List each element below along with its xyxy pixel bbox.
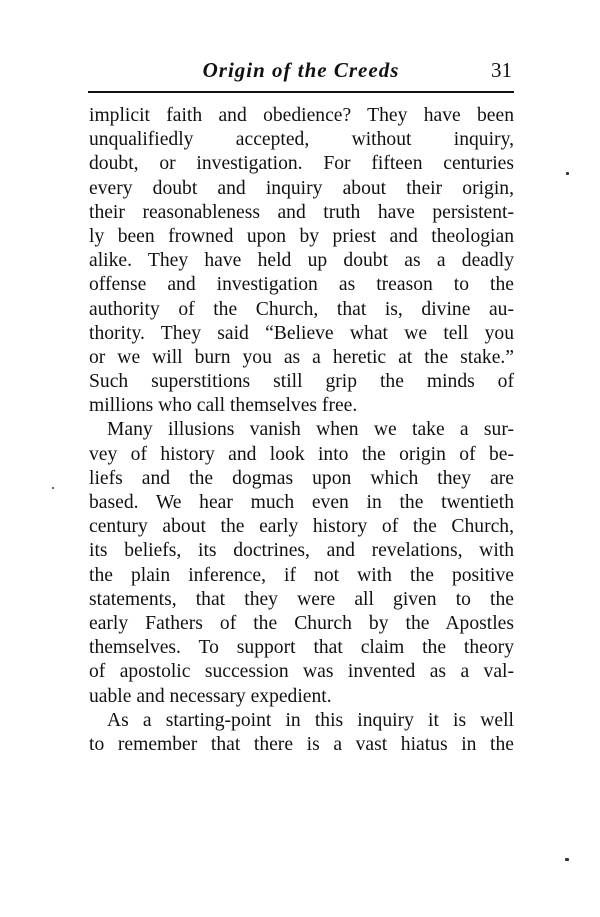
scan-speck xyxy=(566,172,569,175)
text-line: implicit faith and obedience? They have been xyxy=(89,105,514,126)
text-line: millions who call themselves free. xyxy=(89,395,358,417)
text-line: the plain inference, if not with the positive xyxy=(89,564,514,586)
text-line: ly been frowned upon by priest and theologian xyxy=(89,225,514,247)
text-line: its beliefs, its doctrines, and revelations, with xyxy=(89,540,514,562)
running-title: Origin of the Creeds xyxy=(202,58,400,82)
header-rule xyxy=(88,91,514,93)
text-line: thority. They said “Believe what we tell you xyxy=(89,322,514,344)
text-line: liefs and the dogmas upon which they are xyxy=(89,467,514,489)
paragraph xyxy=(89,709,514,757)
text-line: uable and necessary expedient. xyxy=(89,685,332,707)
text-line: century about the early history of the Church, xyxy=(89,516,514,538)
text-line: As a starting-point in this inquiry it is well xyxy=(107,709,514,731)
text-line: offense and investigation as treason to the xyxy=(89,274,514,296)
text-line: authority of the Church, that is, divine au- xyxy=(89,298,514,320)
page-number: 31 xyxy=(491,58,512,82)
text-line: of apostolic succession was invented as a val- xyxy=(89,661,514,683)
text-line: unqualifiedly accepted, without inquiry, xyxy=(89,129,514,151)
paragraph xyxy=(89,104,514,418)
text-line: vey of history and look into the origin of be- xyxy=(89,443,514,465)
text-line: based. We hear much even in the twentieth xyxy=(89,492,514,513)
text-line: to remember that there is a vast hiatus in the xyxy=(89,733,514,755)
scan-speck xyxy=(565,858,569,861)
text-line: alike. They have held up doubt as a deadly xyxy=(89,250,514,272)
text-line: Such superstitions still grip the minds of xyxy=(89,371,514,393)
text-line: early Fathers of the Church by the Apostles xyxy=(89,612,514,634)
page-header xyxy=(88,56,514,86)
text-line: every doubt and inquiry about their origin, xyxy=(89,177,514,199)
text-line: Many illusions vanish when we take a sur- xyxy=(107,419,514,441)
text-line: statements, that they were all given to the xyxy=(89,588,514,610)
text-line: themselves. To support that claim the theory xyxy=(89,637,514,659)
paragraph xyxy=(89,418,514,708)
scan-speck xyxy=(52,487,54,489)
text-line: their reasonableness and truth have persistent- xyxy=(89,201,514,223)
text-line: or we will burn you as a heretic at the stake.” xyxy=(89,346,514,368)
text-line: doubt, or investigation. For fifteen centuries xyxy=(89,153,514,175)
body-text xyxy=(89,104,514,757)
